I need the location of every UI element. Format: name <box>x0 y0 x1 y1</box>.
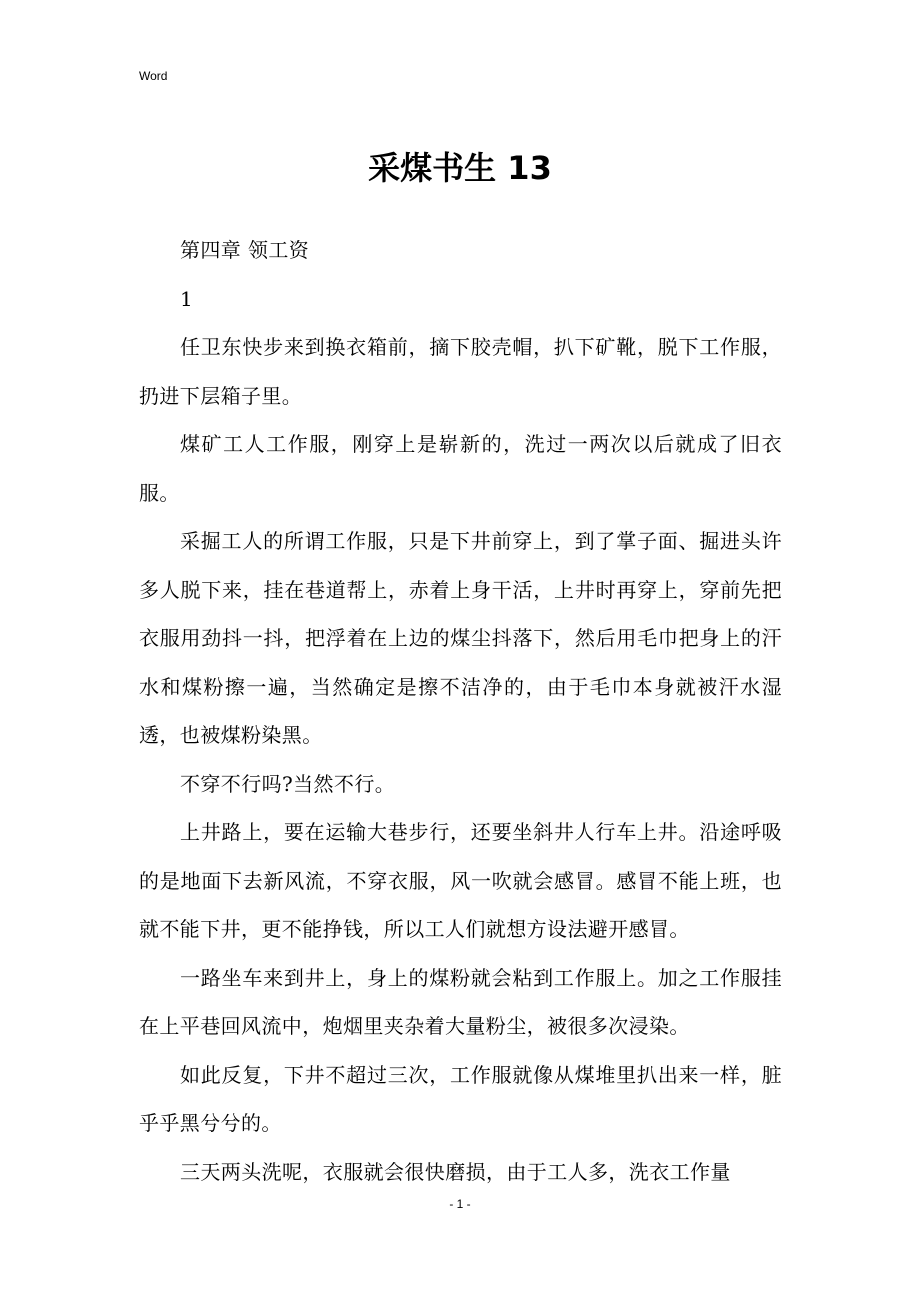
document-body <box>139 226 782 1196</box>
page-number: - 1 - <box>449 1197 471 1211</box>
paragraph: 三天两头洗呢，衣服就会很快磨损，由于工人多，洗衣工作量 <box>180 1159 731 1184</box>
header-label: Word <box>139 69 168 83</box>
paragraph: 一路坐车来到井上，身上的煤粉就会粘到工作服上。加之工作服挂在上平巷回风流中，炮烟里夹杂着大量粉尘，被很多次浸染。 <box>139 965 782 1038</box>
section-number: 1 <box>180 286 194 311</box>
chapter-heading: 第四章 领工资 <box>180 238 310 262</box>
paragraph: 煤矿工人工作服，刚穿上是崭新的，洗过一两次以后就成了旧衣服。 <box>139 432 782 505</box>
paragraph: 不穿不行吗?当然不行。 <box>180 771 396 796</box>
paragraph: 任卫东快步来到换衣箱前，摘下胶壳帽，扒下矿靴，脱下工作服，扔进下层箱子里。 <box>139 335 782 408</box>
paragraph: 上井路上，要在运输大巷步行，还要坐斜井人行车上井。沿途呼吸的是地面下去新风流，不穿衣服，风一吹就会感冒。感冒不能上班，也就不能下井，更不能挣钱，所以工人们就想方设法避开感冒。 <box>139 820 782 941</box>
paragraph: 采掘工人的所谓工作服，只是下井前穿上，到了掌子面、掘进头许多人脱下来，挂在巷道帮上，赤着上身干活，上井时再穿上，穿前先把衣服用劲抖一抖，把浮着在上边的煤尘抖落下，然后用毛巾把身上的汗水和煤粉擦一遍，当然确定是擦不洁净的，由于毛巾本身就被汗水湿透，也被煤粉染黑。 <box>139 529 782 747</box>
paragraph: 如此反复，下井不超过三次，工作服就像从煤堆里扒出来一样，脏乎乎黑兮兮的。 <box>139 1062 782 1135</box>
document-title: 采煤书生 13 <box>368 149 552 187</box>
